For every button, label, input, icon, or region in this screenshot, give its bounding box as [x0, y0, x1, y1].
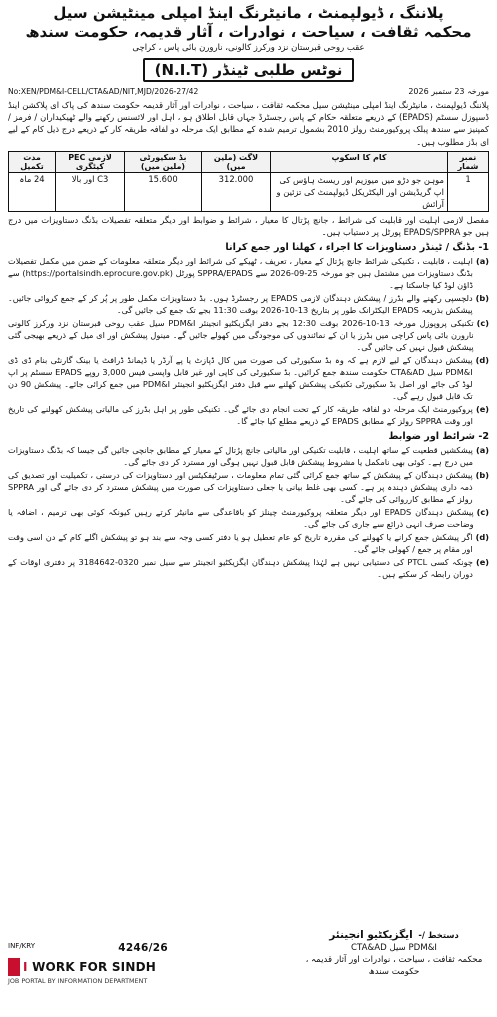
item-text: دلچسپی رکھنے والے بڈرز / پیشکش دہندگان لازمی EPADS پر رجسٹرڈ ہوں۔ بڈ دستاویزات مکمل طور پر پُر کر کے جمع کروائی جائیں۔ پیشکش بذریعہ EPADS الیکٹرانک طور پر بتاریخ 13-10-2026 بوقت 11:30 بجے تک جمع کی جائیں گی۔ — [8, 293, 473, 316]
section2-heading: 2- شرائط اور ضوابط — [388, 431, 489, 443]
item-text: چونکہ کسی PTCL کی دستیابی نہیں ہے لہٰذا پیشکش دہندگان ایگزیکٹیو انجینئر سے سیل نمبر 0320-3184642 پر دفتری اوقات کے دوران رابطہ کر سکتے ہیں۔ — [8, 557, 473, 580]
item-text: تکنیکی پروپوزل مورخہ 13-10-2026 بوقت 12:30 بجے دفتر ایگزیکٹیو انجینئر PDM&I سیل عقب روحی قبرستان نزد ورکرز کالونی نارورن بائی پاس کراچی میں بڈرز یا ان کے نمائندوں کی موجودگی میں کھولے جائیں گے۔ مینول پیشکش اور ای میل کے ذریعے بھیجی گئی پیشکش قبول نہیں کی جائیں گی۔ — [8, 318, 474, 353]
list-item — [8, 531, 489, 555]
list-item — [8, 255, 489, 291]
col-header-work: کام کا اسکوپ — [271, 151, 448, 172]
department-name: محکمہ ثقافت ، سیاحت ، نوادرات ، آثار قدیمہ، حکومت سندھ — [25, 23, 472, 41]
inf-number: 4246/26 — [118, 942, 168, 954]
inf-reference — [8, 942, 168, 954]
notice-footer — [8, 928, 489, 1012]
signatory-department: محکمہ ثقافت ، سیاحت ، نوادرات اور آثار قدیمہ ، حکومت سندھ — [305, 955, 483, 977]
work-for-sindh-logo — [8, 942, 168, 985]
item-label: (d) — [475, 532, 489, 543]
item-label: (d) — [475, 355, 489, 366]
table-row — [9, 172, 489, 211]
item-label: (e) — [475, 404, 489, 415]
list-item — [8, 444, 489, 468]
office-address: عقب روحی قبرستان نزد ورکرز کالونی، نارورن بائی پاس ، کراچی — [132, 43, 365, 53]
item-text: اگر پیشکش جمع کرانے یا کھولنے کی مقررہ تاریخ کو عام تعطیل ہو یا دفتر کسی وجہ سے بند ہو تو پیشکش اگلے کام کے دن اسی وقت اور مقام پر جمع / کھولی جائے گی۔ — [8, 532, 473, 555]
brand-name: WORK FOR SINDH — [32, 960, 156, 974]
job-portal-caption: JOB PORTAL BY INFORMATION DEPARTMENT — [8, 977, 148, 985]
col-header-cost: لاگت (ملین میں) — [202, 151, 271, 172]
office-name: پلاننگ ، ڈیولپمنٹ ، مانیٹرنگ اینڈ امپلی مینٹیشن سیل — [53, 4, 444, 22]
item-label: (a) — [475, 445, 489, 456]
cell-sno: 1 — [448, 172, 489, 211]
item-text: پروکیورمنٹ ایک مرحلہ دو لفافہ طریقہ کار کے تحت انجام دی جائے گی۔ تکنیکی طور پر اہل بڈرز کی مالیاتی پیشکش کھولنے کی تاریخ اور وقت SPPRA رولز کے مطابق EPADS کے ذریعے مطلع کیا جائے گا۔ — [8, 404, 473, 427]
signatory-office: PDM&I سیل CTA&AD — [351, 943, 437, 953]
item-label: (c) — [476, 507, 489, 518]
item-label: (b) — [475, 470, 489, 481]
list-item — [8, 403, 489, 427]
col-header-pec: لازمی PEC کیٹگری — [56, 151, 125, 172]
cell-work: موہن جو دڑو میں میوزیم اور ریسٹ ہاؤس کی اپ گریڈیشن اور الیکٹریکل ڈیولپمنٹ کی تزئین و آرائش — [271, 172, 448, 211]
list-item — [8, 317, 489, 353]
reference-row — [8, 85, 489, 97]
item-text: اہلیت ، قابلیت ، تکنیکی شرائط جانچ پڑتال کے معیار ، تعریف ، ٹھیکے کی شرائط اور دیگر متعلقہ معلومات کے ضمن میں مکمل تفصیلات بڈنگ دستاویزات میں مشتمل ہیں جو مورخہ 25-09-2026 سے SPPRA/EPADS پورٹل (https://portalsindh.eprocure.gov.pk) سے ڈاؤن لوڈ کیا جاسکتا ہے۔ — [8, 256, 473, 291]
section1-heading: 1- بڈنگ / ٹینڈر دستاویزات کا اجراء ، کھلنا اور جمع کرانا — [225, 242, 489, 254]
notice-title: نوٹس طلبی ٹینڈر (N.I.T) — [143, 58, 355, 82]
list-item — [8, 506, 489, 530]
detail-note: مفصل لازمی اہلیت اور قابلیت کی شرائط ، جانچ پڑتال کا معیار ، شرائط و ضوابط اور دیگر متعلقہ تفصیلات بڈنگ دستاویزات میں درج ہیں جو EPADS/SPPRA پورٹل پر دستیاب ہیں۔ — [8, 214, 489, 238]
cell-security: 15.600 — [125, 172, 202, 211]
item-label: (a) — [475, 256, 489, 267]
notice-date: مورخہ 23 ستمبر 2026 — [408, 86, 489, 96]
section1-list — [8, 255, 489, 427]
inf-label: INF/KRY — [8, 942, 35, 950]
cell-completion: 24 ماہ — [9, 172, 56, 211]
section2-list — [8, 444, 489, 580]
item-text: پیشکش دہندگان EPADS اور دیگر متعلقہ پروکیورمنٹ چینلز کو باقاعدگی سے مانیٹر کرتے رہیں کیونکہ کوئی بھی ترمیم ، اضافہ یا وضاحت صرف انہی ذرائع سے جاری کی جائے گی۔ — [8, 507, 474, 530]
table-header-row — [9, 151, 489, 172]
brand-mark-icon — [8, 958, 20, 976]
item-text: پیشکش دہندگان کے لیے لازم ہے کہ وہ بڈ سکیورٹی کی صورت میں کال ڈپازٹ یا پے آرڈر یا ڈیمانڈ ڈرافٹ یا بینک گارنٹی بنام ڈی ڈی PDM&I سیل CTA&AD حکومت سندھ جمع کرائیں۔ بڈ سکیورٹی کی کاپی اور غیر قابل واپسی فیس 3,000 روپے EPADS سسٹم پر اپ لوڈ کی جائے اور اصل بڈ سکیورٹی تکنیکی پیشکش کھلنے سے قبل دفتر ایگزیکٹیو انجینئر PDM&I میں جمع کرائی جائے۔ پیشکش 90 دن تک قابل قبول رہے گی۔ — [8, 355, 473, 402]
item-text: پیشکشیں قطعیت کے ساتھ اہلیت ، قابلیت تکنیکی اور مالیاتی جانچ پڑتال کے معیار کے مطابق جانچی جائیں گی جیسا کہ بڈنگ دستاویزات میں درج ہے۔ کوئی بھی نامکمل یا مشروط پیشکش قابل قبول نہیں ہوگی اور مسترد کر دی جائے گی۔ — [8, 445, 473, 468]
cell-cost: 312.000 — [202, 172, 271, 211]
works-table — [8, 151, 489, 212]
signatory-title: ایگزیکٹیو انجینئر — [329, 929, 413, 941]
item-text: پیشکش دہندگان کے پیشکش کے ساتھ جمع کرائی گئی تمام معلومات ، سرٹیفکیٹس اور دستاویزات کی درستی ، تکمیلیت اور تصدیق کی ذمہ داری پیشکش دہندہ پر ہے۔ کسی بھی غلط بیانی یا جعلی دستاویزات کی صورت میں پیشکش مسترد کر دی جائے گی اور SPPRA رولز کے مطابق کارروائی کی جائے گی۔ — [8, 470, 473, 505]
list-item — [8, 469, 489, 505]
reference-number: No:XEN/PDM&I-CELL/CTA&AD/NIT,MJD/2026-27/42 — [8, 86, 199, 96]
col-header-sno: نمبر شمار — [448, 151, 489, 172]
item-label: (c) — [476, 318, 489, 329]
signature-prefix: دستخط /- — [418, 930, 459, 940]
brand-prefix: I — [23, 960, 28, 974]
item-label: (b) — [475, 293, 489, 304]
signature-block — [299, 928, 489, 978]
list-item — [8, 292, 489, 316]
list-item — [8, 354, 489, 402]
list-item — [8, 556, 489, 580]
cell-pec: C3 اور بالا — [56, 172, 125, 211]
intro-paragraph: پلاننگ ڈیولپمنٹ ، مانیٹرنگ اینڈ امپلی مینٹیشن سیل محکمہ ثقافت ، سیاحت ، نوادرات اور آثار قدیمہ حکومت سندھ کی پاک ای پلاکشن اینڈ ڈسپوزل سسٹم (EPADS) کے ذریعے متعلقہ حکام کے پاس رجسٹرڈ جہاں قابل اطلاق ہو ، اہل اور لائسنس رکھنے والے ٹھیکیداران / فرمز / کمپنیز سے سندھ پبلک پروکیورمنٹ رولز 2010 بشمول ترمیم شدہ کے مطابق ایک مرحلہ دو لفافہ طریقہ کار کے ذریعے درج ذیل کام کے لیے ای بڈز مطلوب ہیں۔ — [8, 100, 490, 147]
item-label: (e) — [475, 557, 489, 568]
col-header-completion: مدت تکمیل — [9, 151, 56, 172]
col-header-security: بڈ سکیورٹی (ملین میں) — [125, 151, 202, 172]
